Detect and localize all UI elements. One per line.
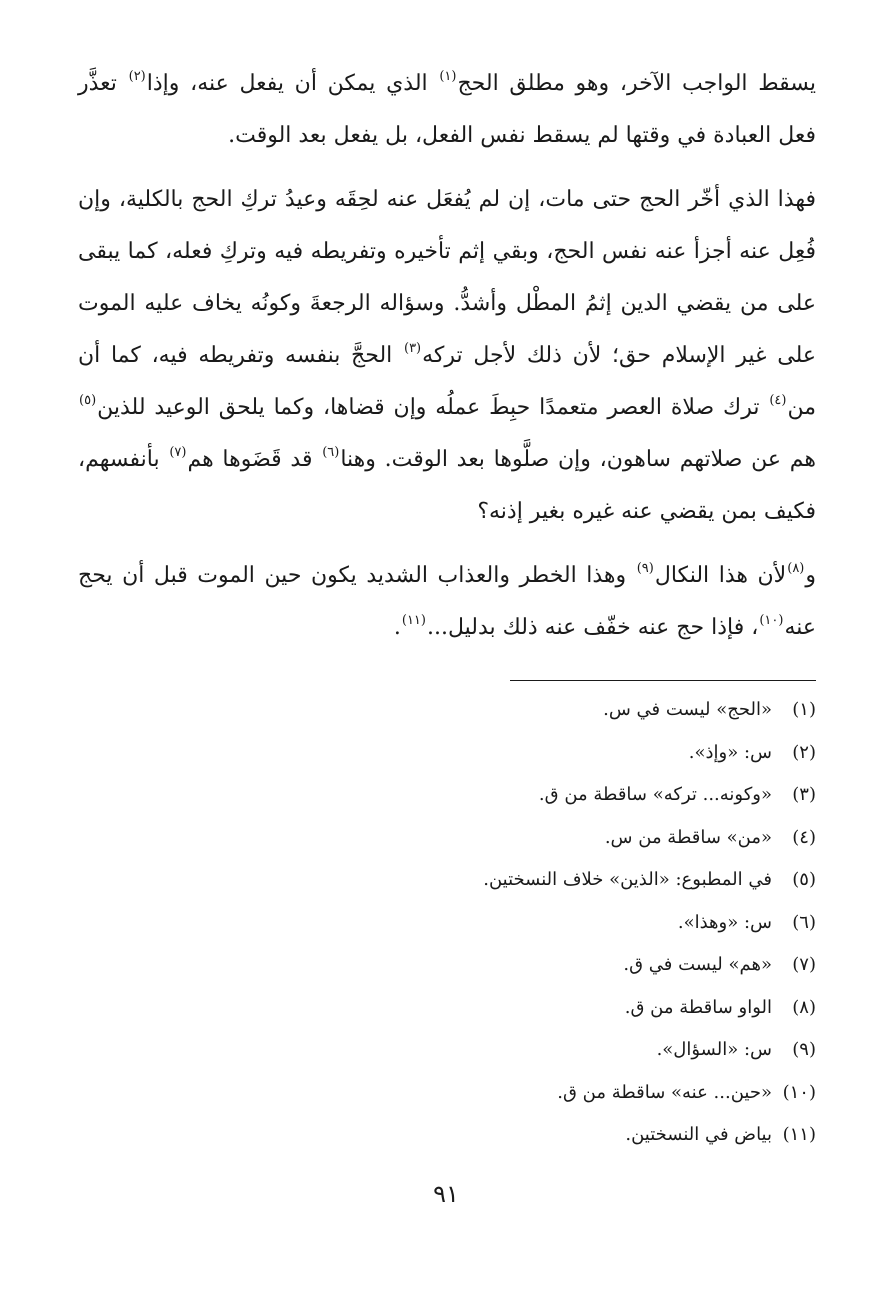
text-segment: لأن هذا النكال bbox=[654, 563, 787, 588]
footnote-marker: (٦) bbox=[322, 445, 340, 460]
footnote-marker: (٢) bbox=[128, 69, 146, 84]
footnote-item bbox=[78, 1072, 816, 1115]
text-segment: بأنفسهم، فكيف بمن يقضي عنه غيره بغير إذنه؟ bbox=[78, 447, 816, 524]
footnote-item bbox=[78, 689, 816, 732]
footnote-marker: (٨) bbox=[787, 561, 805, 576]
footnote-text: «حين... عنه» ساقطة من ق. bbox=[557, 1081, 772, 1103]
footnote-text: الواو ساقطة من ق. bbox=[624, 996, 772, 1018]
footnote-separator bbox=[510, 680, 816, 681]
footnote-item bbox=[78, 944, 816, 987]
footnote-item bbox=[78, 902, 816, 945]
page-number: ٩١ bbox=[433, 1180, 459, 1208]
footnote-number: (١) bbox=[792, 699, 816, 720]
text-segment: الذي يمكن أن يفعل عنه، وإذا bbox=[146, 71, 439, 96]
footnote-item bbox=[78, 774, 816, 817]
footnotes bbox=[78, 689, 816, 1157]
footnote-number: (٧) bbox=[792, 954, 816, 975]
paragraph bbox=[78, 174, 816, 538]
footnote-number: (٨) bbox=[792, 996, 816, 1018]
text-segment: وهذا الخطر والعذاب الشديد يكون حين الموت قبل أن يحج عنه bbox=[78, 563, 816, 640]
footnote-text: «من» ساقطة من س. bbox=[604, 826, 772, 848]
text-segment: فهذا الذي أخّر الحج حتى مات، إن لم يُفعَل عنه لحِقَه وعيدُ تركِ الحج بالكلية، وإن فُعِل عنه أجزأ عنه نفس الحج، وبقي إثم تأخيره وتفريطه فيه وتركِ فعله، كما يبقى على من يقضي الدين إثمُ المطْل وأشدُّ. وسؤاله الرجعةَ وكونُه يخاف عليه الموت على غير الإسلام حق؛ لأن ذلك لأجل تركه bbox=[78, 187, 816, 368]
text-segment: هم عن صلاتهم ساهون، وإن صلَّوها بعد الوقت. وهنا bbox=[340, 447, 816, 472]
footnote-text: في المطبوع: «الذين» خلاف النسختين. bbox=[483, 869, 772, 890]
footnote-number: (١٠) bbox=[782, 1081, 816, 1103]
footnote-number: (٢) bbox=[792, 741, 816, 763]
paragraph bbox=[78, 58, 816, 162]
footnote-item bbox=[78, 1029, 816, 1072]
text-segment: تعذَّر فعل العبادة في وقتها لم يسقط نفس الفعل، بل يفعل بعد الوقت. bbox=[78, 71, 816, 148]
footnote-text: «هم» ليست في ق. bbox=[623, 954, 772, 975]
footnote-marker: (٣) bbox=[403, 341, 422, 356]
footnote-marker: (٩) bbox=[636, 561, 654, 576]
footnote-text: س: «وإذ». bbox=[688, 741, 772, 763]
main-text bbox=[78, 58, 816, 654]
footnote-item bbox=[78, 987, 816, 1030]
text-segment: و bbox=[805, 563, 816, 588]
text-segment: . bbox=[393, 615, 401, 640]
footnote-number: (٦) bbox=[792, 911, 816, 933]
footnote-marker: (١٠) bbox=[759, 613, 784, 628]
footnote-text: «وكونه... تركه» ساقطة من ق. bbox=[538, 784, 772, 805]
footnote-marker: (١١) bbox=[401, 613, 426, 628]
footnote-text: «الحج» ليست في س. bbox=[603, 699, 772, 720]
footnote-text: بياض في النسختين. bbox=[625, 1124, 772, 1145]
footnote-marker: (٥) bbox=[79, 393, 97, 408]
text-segment: ترك صلاة العصر متعمدًا حبِطَ عملُه وإن قضاها، وكما يلحق الوعيد للذين bbox=[97, 395, 769, 420]
footnote-item bbox=[78, 1114, 816, 1157]
footnote-marker: (٤) bbox=[769, 393, 787, 408]
text-segment: قد قَضَوها هم bbox=[187, 447, 322, 472]
footnote-marker: (٧) bbox=[169, 445, 187, 460]
footnote-text: س: «السؤال». bbox=[656, 1039, 772, 1060]
footnote-number: (٩) bbox=[792, 1039, 816, 1060]
footnote-number: (٣) bbox=[792, 784, 816, 805]
footnote-number: (٤) bbox=[792, 826, 816, 848]
footnote-number: (١١) bbox=[782, 1124, 816, 1145]
book-page bbox=[78, 58, 816, 1238]
footnote-item bbox=[78, 732, 816, 775]
text-segment: يسقط الواجب الآخر، وهو مطلق الحج bbox=[457, 71, 816, 96]
footnote-marker: (١) bbox=[439, 69, 457, 84]
footnote-number: (٥) bbox=[792, 869, 816, 890]
footnote-item bbox=[78, 859, 816, 902]
paragraph bbox=[78, 550, 816, 654]
footnote-text: س: «وهذا». bbox=[677, 911, 772, 933]
text-segment: ، فإذا حج عنه خفّف عنه ذلك بدليل... bbox=[427, 615, 759, 640]
footnote-item bbox=[78, 817, 816, 860]
text-segment: الحجَّ بنفسه وتفريطه فيه، كما أن من bbox=[78, 343, 816, 420]
